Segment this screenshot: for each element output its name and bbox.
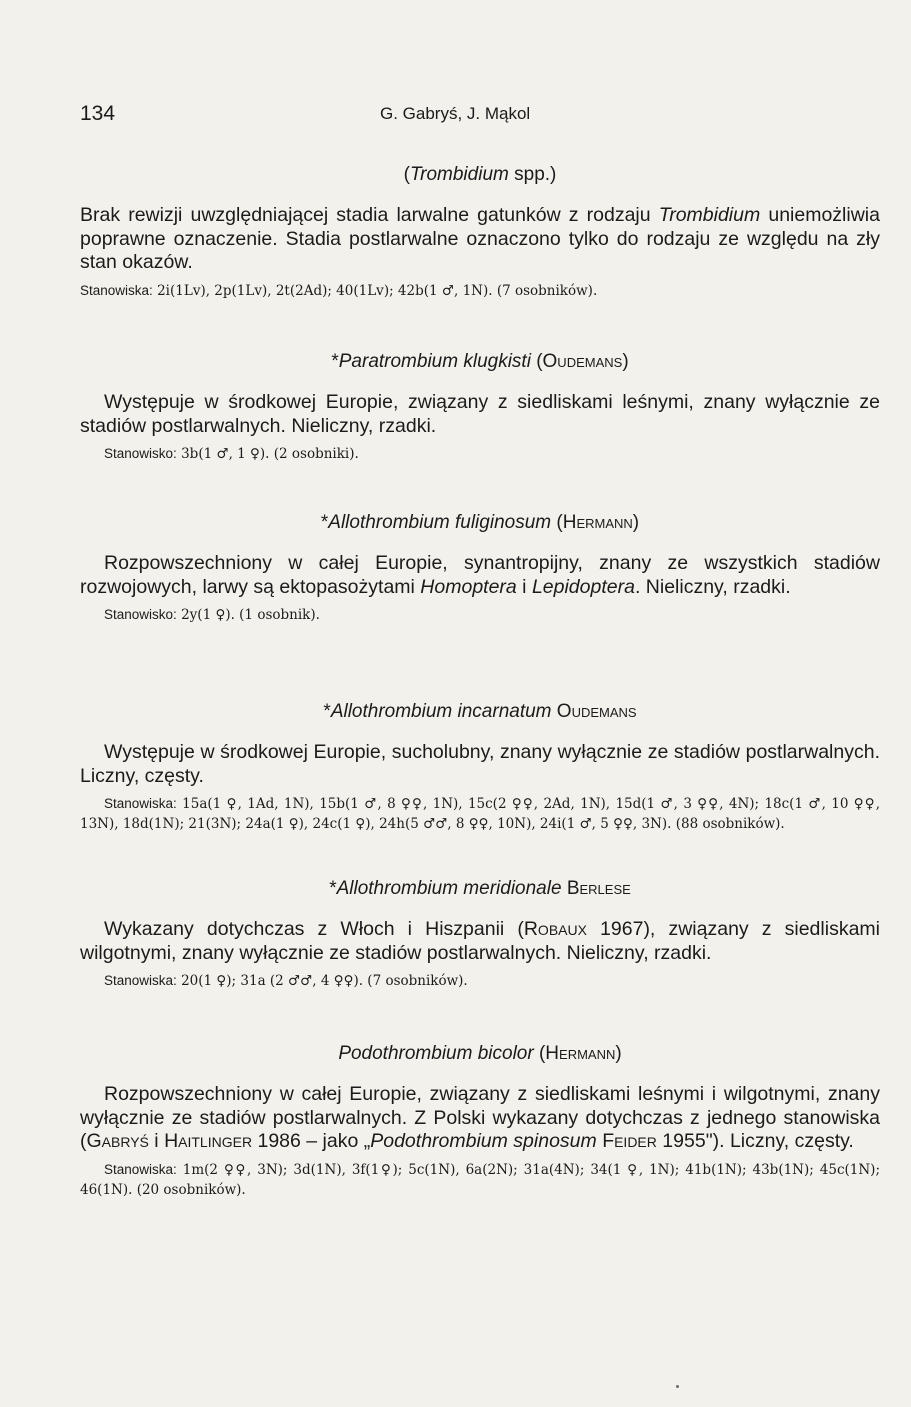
locality-record: Stanowiska: 1m(2 ♀♀, 3N); 3d(1N), 3f(1♀); 5c(1N), 6a(2N); 31a(4N); 34(1 ♀, 1N); 41b(1N); 43b(1N); 45c(1N); 46(1N). (20 osobników). xyxy=(80,1161,880,1198)
species-section xyxy=(80,701,880,834)
species-description: Występuje w środkowej Europie, sucholubny, znany wyłącznie ze stadiów postlarwalnych. Liczny, częsty. xyxy=(80,741,880,787)
species-section xyxy=(80,512,880,625)
species-section xyxy=(80,164,880,301)
taxon-name: Podothrombium bicolor xyxy=(338,1043,534,1064)
species-heading xyxy=(80,164,880,186)
taxon-name: Allothrombium incarnatum xyxy=(330,701,552,722)
locality-record: Stanowisko: 2y(1 ♀). (1 osobnik). xyxy=(104,607,320,623)
locality-record: Stanowiska: 2i(1Lv), 2p(1Lv), 2t(2Ad); 40(1Lv); 42b(1 ♂, 1N). (7 osobników). xyxy=(80,282,598,299)
species-section xyxy=(80,878,880,991)
taxon-name: Trombidium xyxy=(409,164,509,185)
species-heading: *Allothrombium incarnatum Oudemans xyxy=(323,701,637,722)
species-heading: *Paratrombium klugkisti (Oudemans) xyxy=(331,351,629,372)
locality-record: Stanowisko: 3b(1 ♂, 1 ♀). (2 osobniki). xyxy=(104,446,359,462)
running-header xyxy=(80,102,880,132)
heading-prefix: ( xyxy=(403,164,410,185)
taxon-author: (Hermann) xyxy=(538,1043,622,1064)
taxon-author: (Hermann) xyxy=(556,512,640,533)
species-heading: *Allothrombium fuliginosum (Hermann) xyxy=(320,512,640,533)
scan-speck xyxy=(676,1385,679,1388)
taxon-author: (Oudemans) xyxy=(536,351,629,372)
species-section xyxy=(80,1043,880,1200)
taxon-name: Allothrombium fuliginosum xyxy=(328,512,552,533)
species-heading xyxy=(80,1043,880,1065)
species-heading: *Allothrombium meridionale Berlese xyxy=(329,878,631,899)
species-description: Rozpowszechniony w całej Europie, związany z siedliskami leśnymi i wilgotnymi, znany wyłącznie ze stadiów postlarwalnych. Z Polski wykazany dotychczas z jednego stanowiska (Gabryś i Haitlinger 1986 – jako „Podothrombium spinosum Feider 1955"). Liczny, częsty. xyxy=(80,1083,880,1152)
locality-record: Stanowiska: 15a(1 ♀, 1Ad, 1N), 15b(1 ♂, 8 ♀♀, 1N), 15c(2 ♀♀, 2Ad, 1N), 15d(1 ♂, 3 ♀♀, 4N); 18c(1 ♂, 10 ♀♀, 13N), 18d(1N); 21(3N); 24a(1 ♀), 24c(1 ♀), 24h(5 ♂♂, 8 ♀♀, 10N), 24i(1 ♂, 5 ♀♀, 3N). (88 osobników). xyxy=(80,796,880,832)
species-description: Rozpowszechniony w całej Europie, synantropijny, znany ze wszystkich stadiów rozwojowych, larwy są ektopasożytami Homoptera i Lepidoptera. Nieliczny, rzadki. xyxy=(80,552,880,598)
taxon-name: Allothrombium meridionale xyxy=(336,878,562,899)
heading-suffix: spp.) xyxy=(508,164,557,185)
taxon-author: Berlese xyxy=(566,878,631,899)
locality-record: Stanowiska: 20(1 ♀); 31a (2 ♂♂, 4 ♀♀). (7 osobników). xyxy=(104,973,468,989)
taxon-author: Oudemans xyxy=(556,701,637,722)
species-description: Wykazany dotychczas z Włoch i Hiszpanii (Robaux 1967), związany z siedliskami wilgotnymi, znany wyłącznie ze stadiów postlarwalnych. Nieliczny, rzadki. xyxy=(80,918,880,964)
page-number: 134 xyxy=(80,102,116,125)
species-description: Brak rewizji uwzględniającej stadia larwalne gatunków z rodzaju Trombidium uniemożliwia poprawne oznaczenie. Stadia postlarwalne oznaczono tylko do rodzaju ze względu na zły stan okazów. xyxy=(80,204,880,273)
species-section xyxy=(80,351,880,464)
taxon-name: Paratrombium klugkisti xyxy=(338,351,531,372)
running-head-authors: G. Gabryś, J. Mąkol xyxy=(380,104,531,123)
species-description: Występuje w środkowej Europie, związany z siedliskami leśnymi, znany wyłącznie ze stadiów postlarwalnych. Nieliczny, rzadki. xyxy=(80,391,880,437)
